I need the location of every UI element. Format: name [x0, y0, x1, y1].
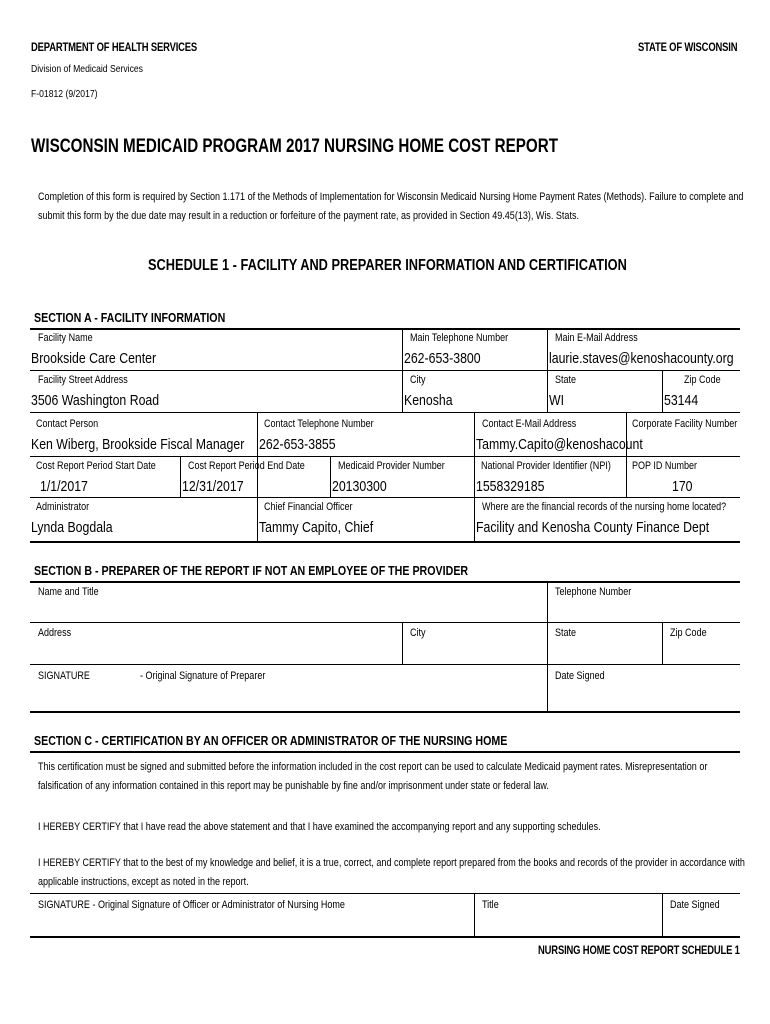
contact-person-field[interactable]: Ken Wiberg, Brookside Fiscal Manager — [31, 436, 245, 453]
page-title: WISCONSIN MEDICAID PROGRAM 2017 NURSING HOME COST REPORT — [31, 136, 558, 157]
preparer-name-label: Name and Title — [38, 586, 99, 598]
cfo-label: Chief Financial Officer — [264, 501, 353, 513]
footer-schedule-label: NURSING HOME COST REPORT SCHEDULE 1 — [538, 945, 740, 957]
preparer-phone-label: Telephone Number — [555, 586, 632, 598]
state-name: STATE OF WISCONSIN — [638, 42, 738, 54]
period-start-field[interactable]: 1/1/2017 — [40, 478, 88, 495]
preparer-name-field[interactable] — [31, 598, 545, 620]
street-label: Facility Street Address — [38, 374, 128, 386]
officer-date-signed-label: Date Signed — [670, 899, 720, 911]
state-label: State — [555, 374, 577, 386]
provider-number-field[interactable]: 20130300 — [332, 478, 387, 495]
schedule-title: SCHEDULE 1 - FACILITY AND PREPARER INFORMATION AND CERTIFICATION — [148, 257, 627, 274]
contact-phone-label: Contact Telephone Number — [264, 418, 374, 430]
intro-line-2: submit this form by the due date may result in a reduction or forfeiture of the payment rate, as provided in Section 49.45(13), Wis. Stats. — [38, 210, 579, 222]
pop-id-field[interactable]: 170 — [672, 478, 693, 495]
street-field[interactable]: 3506 Washington Road — [31, 392, 160, 409]
preparer-date-signed-field[interactable] — [549, 684, 739, 708]
administrator-label: Administrator — [36, 501, 90, 513]
corporate-number-field[interactable] — [627, 430, 739, 454]
preparer-city-label: City — [410, 627, 426, 639]
records-location-field[interactable]: Facility and Kenosha County Finance Dept — [476, 519, 710, 536]
contact-email-label: Contact E-Mail Address — [482, 418, 577, 430]
department-name: DEPARTMENT OF HEALTH SERVICES — [31, 42, 198, 54]
preparer-signature-label: SIGNATURE — [38, 670, 90, 682]
certification-text-3b: applicable instructions, except as noted in the report. — [38, 876, 249, 888]
preparer-zip-label: Zip Code — [670, 627, 707, 639]
facility-name-field[interactable]: Brookside Care Center — [31, 350, 157, 367]
main-email-field[interactable]: laurie.staves@kenoshacounty.org — [549, 350, 734, 367]
officer-title-field[interactable] — [476, 912, 660, 934]
administrator-field[interactable]: Lynda Bogdala — [31, 519, 113, 536]
contact-phone-field[interactable]: 262-653-3855 — [259, 436, 336, 453]
preparer-date-signed-label: Date Signed — [555, 670, 605, 682]
officer-signature-label: SIGNATURE - Original Signature of Officer or Administrator of Nursing Home — [38, 899, 345, 911]
main-email-label: Main E-Mail Address — [555, 332, 638, 344]
npi-label: National Provider Identifier (NPI) — [481, 460, 611, 472]
officer-date-signed-field[interactable] — [664, 912, 739, 934]
preparer-state-field[interactable] — [549, 640, 660, 662]
section-b-title: SECTION B - PREPARER OF THE REPORT IF NOT AN EMPLOYEE OF THE PROVIDER — [34, 563, 469, 578]
certification-text-1a: This certification must be signed and submitted before the information included in the cost report can be used to calculate Medicaid payment rates. Misrepresentation or — [38, 761, 708, 773]
period-end-label: Cost Report Period End Date — [188, 460, 305, 472]
preparer-signature-note: - Original Signature of Preparer — [140, 670, 266, 682]
contact-email-field[interactable]: Tammy.Capito@kenoshacount — [476, 436, 643, 453]
preparer-zip-field[interactable] — [664, 640, 739, 662]
state-field[interactable]: WI — [549, 392, 565, 409]
main-phone-label: Main Telephone Number — [410, 332, 509, 344]
corporate-number-label: Corporate Facility Number — [632, 418, 738, 430]
preparer-city-field[interactable] — [404, 640, 545, 662]
certification-text-1b: falsification of any information contained in this report may be punishable by fine and/or imprisonment under state or federal law. — [38, 780, 549, 792]
certification-text-3a: I HEREBY CERTIFY that to the best of my knowledge and belief, it is a true, correct, and complete report prepared from the books and records of the provider in accordance with — [38, 857, 745, 869]
zip-field[interactable]: 53144 — [664, 392, 699, 409]
certification-text-2: I HEREBY CERTIFY that I have read the above statement and that I have examined the accompanying report and any supporting schedules. — [38, 821, 601, 833]
period-start-label: Cost Report Period Start Date — [36, 460, 156, 472]
cfo-field[interactable]: Tammy Capito, Chief — [259, 519, 374, 536]
preparer-phone-field[interactable] — [549, 598, 739, 620]
pop-id-label: POP ID Number — [632, 460, 698, 472]
officer-title-label: Title — [482, 899, 499, 911]
form-number: F-01812 (9/2017) — [31, 88, 98, 100]
division-name: Division of Medicaid Services — [31, 63, 143, 75]
section-a-title: SECTION A - FACILITY INFORMATION — [34, 310, 226, 325]
period-end-field[interactable]: 12/31/2017 — [182, 478, 244, 495]
city-label: City — [410, 374, 426, 386]
zip-label: Zip Code — [684, 374, 721, 386]
intro-line-1: Completion of this form is required by Section 1.171 of the Methods of Implementation for Wisconsin Medicaid Nursing Home Payment Rates (Methods). Failure to complete and — [38, 191, 744, 203]
provider-number-label: Medicaid Provider Number — [338, 460, 445, 472]
facility-name-label: Facility Name — [38, 332, 93, 344]
contact-person-label: Contact Person — [36, 418, 99, 430]
records-location-label: Where are the financial records of the nursing home located? — [482, 501, 727, 513]
city-field[interactable]: Kenosha — [404, 392, 453, 409]
preparer-address-label: Address — [38, 627, 72, 639]
section-c-title: SECTION C - CERTIFICATION BY AN OFFICER OR ADMINISTRATOR OF THE NURSING HOME — [34, 733, 508, 748]
main-phone-field[interactable]: 262-653-3800 — [404, 350, 481, 367]
preparer-state-label: State — [555, 627, 577, 639]
preparer-address-field[interactable] — [31, 640, 400, 662]
npi-field[interactable]: 1558329185 — [476, 478, 545, 495]
